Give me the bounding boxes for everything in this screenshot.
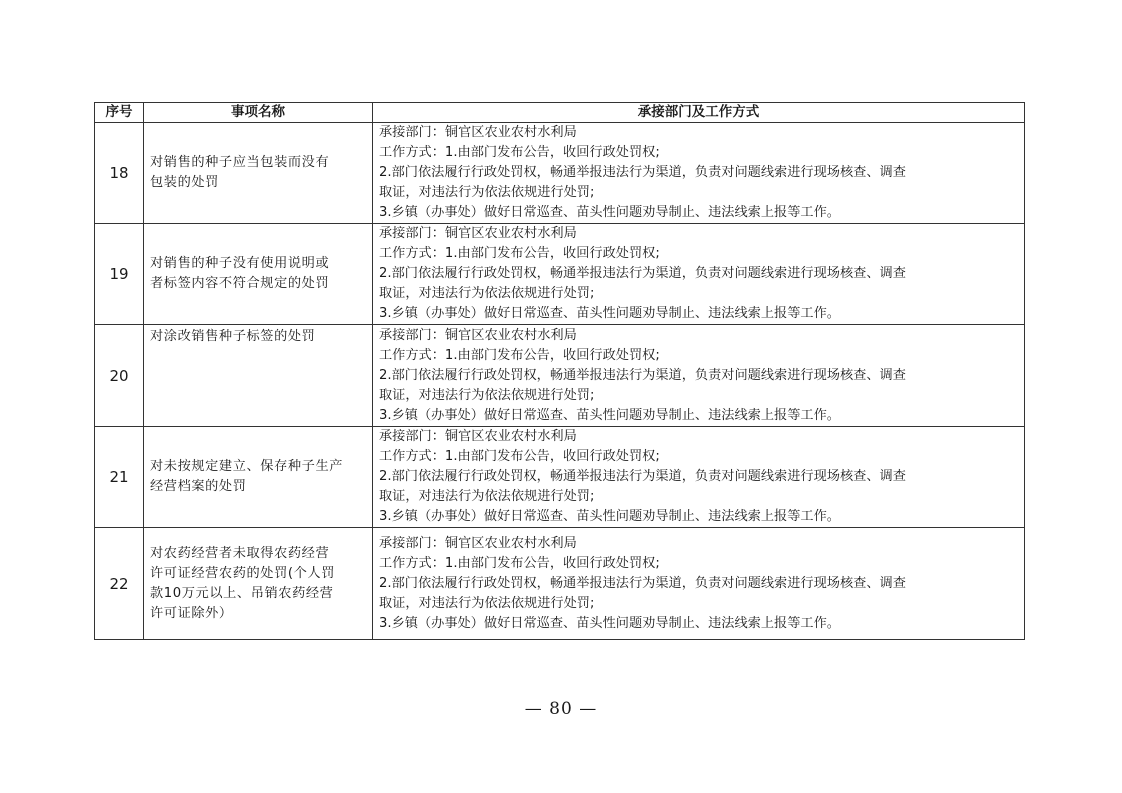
item-name-line: 经营档案的处罚 xyxy=(150,479,247,494)
item-name-line: 对销售的种子没有使用说明或 xyxy=(150,256,330,271)
method-line: 3.乡镇（办事处）做好日常巡查、苗头性问题劝导制止、违法线索上报等工作。 xyxy=(379,615,840,631)
method-line: 工作方式：1.由部门发布公告，收回行政处罚权; xyxy=(379,555,660,571)
method-line: 工作方式：1.由部门发布公告，收回行政处罚权; xyxy=(379,246,660,261)
item-name-line: 对销售的种子应当包装而没有 xyxy=(150,155,330,170)
method-line: 2.部门依法履行行政处罚权，畅通举报违法行为渠道，负责对问题线索进行现场核查、调查 xyxy=(379,367,906,383)
method-line: 承接部门：铜官区农业农村水利局 xyxy=(379,429,577,444)
method-line: 取证，对违法行为依法依规进行处罚; xyxy=(379,185,595,200)
method-line: 取证，对违法行为依法依规进行处罚; xyxy=(379,286,595,301)
page-number: — 80 — xyxy=(524,699,598,719)
table-row xyxy=(95,123,1025,224)
method-line: 取证，对违法行为依法依规进行处罚; xyxy=(379,387,595,403)
header-serial-number: 序号 xyxy=(95,103,144,123)
item-name-cell xyxy=(144,224,373,325)
table-row xyxy=(95,325,1025,427)
method-line: 3.乡镇（办事处）做好日常巡查、苗头性问题劝导制止、违法线索上报等工作。 xyxy=(379,306,840,321)
item-name-cell xyxy=(144,427,373,528)
item-name-line: 者标签内容不符合规定的处罚 xyxy=(150,276,330,291)
item-name-line: 许可证经营农药的处罚(个人罚 xyxy=(150,565,335,581)
method-cell xyxy=(373,528,1025,640)
method-line: 取证，对违法行为依法依规进行处罚; xyxy=(379,595,595,611)
method-line: 承接部门：铜官区农业农村水利局 xyxy=(379,125,577,140)
method-line: 承接部门：铜官区农业农村水利局 xyxy=(379,226,577,241)
method-cell xyxy=(373,427,1025,528)
method-line: 工作方式：1.由部门发布公告，收回行政处罚权; xyxy=(379,145,660,160)
method-line: 3.乡镇（办事处）做好日常巡查、苗头性问题劝导制止、违法线索上报等工作。 xyxy=(379,509,840,524)
method-cell xyxy=(373,325,1025,427)
row-number: 21 xyxy=(95,427,144,528)
method-line: 2.部门依法履行行政处罚权，畅通举报违法行为渠道，负责对问题线索进行现场核查、调查 xyxy=(379,165,906,180)
method-line: 3.乡镇（办事处）做好日常巡查、苗头性问题劝导制止、违法线索上报等工作。 xyxy=(379,205,840,220)
item-name-line: 许可证除外） xyxy=(150,605,233,621)
row-number: 19 xyxy=(95,224,144,325)
method-line: 承接部门：铜官区农业农村水利局 xyxy=(379,535,577,551)
item-name-line: 对农药经营者未取得农药经营 xyxy=(150,545,330,561)
item-name-line: 对涂改销售种子标签的处罚 xyxy=(150,329,316,344)
row-number: 20 xyxy=(95,325,144,427)
method-line: 工作方式：1.由部门发布公告，收回行政处罚权; xyxy=(379,347,660,363)
item-name-line: 包装的处罚 xyxy=(150,175,219,190)
table-row xyxy=(95,224,1025,325)
item-name-line: 款10万元以上、吊销农药经营 xyxy=(150,585,334,601)
method-line: 工作方式：1.由部门发布公告，收回行政处罚权; xyxy=(379,449,660,464)
method-line: 3.乡镇（办事处）做好日常巡查、苗头性问题劝导制止、违法线索上报等工作。 xyxy=(379,407,840,423)
table-header-row xyxy=(95,103,1025,123)
method-cell xyxy=(373,123,1025,224)
method-cell xyxy=(373,224,1025,325)
header-item-name: 事项名称 xyxy=(144,103,373,123)
method-line: 2.部门依法履行行政处罚权，畅通举报违法行为渠道，负责对问题线索进行现场核查、调查 xyxy=(379,575,906,591)
row-number: 22 xyxy=(95,528,144,640)
item-name-cell xyxy=(144,528,373,640)
method-line: 2.部门依法履行行政处罚权，畅通举报违法行为渠道，负责对问题线索进行现场核查、调查 xyxy=(379,469,906,484)
method-line: 取证，对违法行为依法依规进行处罚; xyxy=(379,489,595,504)
item-name-cell xyxy=(144,123,373,224)
table-row xyxy=(95,528,1025,640)
method-line: 2.部门依法履行行政处罚权，畅通举报违法行为渠道，负责对问题线索进行现场核查、调查 xyxy=(379,266,906,281)
item-name-line: 对未按规定建立、保存种子生产 xyxy=(150,459,344,474)
table-row xyxy=(95,427,1025,528)
row-number: 18 xyxy=(95,123,144,224)
item-name-cell xyxy=(144,325,373,427)
document-table xyxy=(94,102,1025,640)
header-department-method: 承接部门及工作方式 xyxy=(373,103,1025,123)
method-line: 承接部门：铜官区农业农村水利局 xyxy=(379,327,577,343)
